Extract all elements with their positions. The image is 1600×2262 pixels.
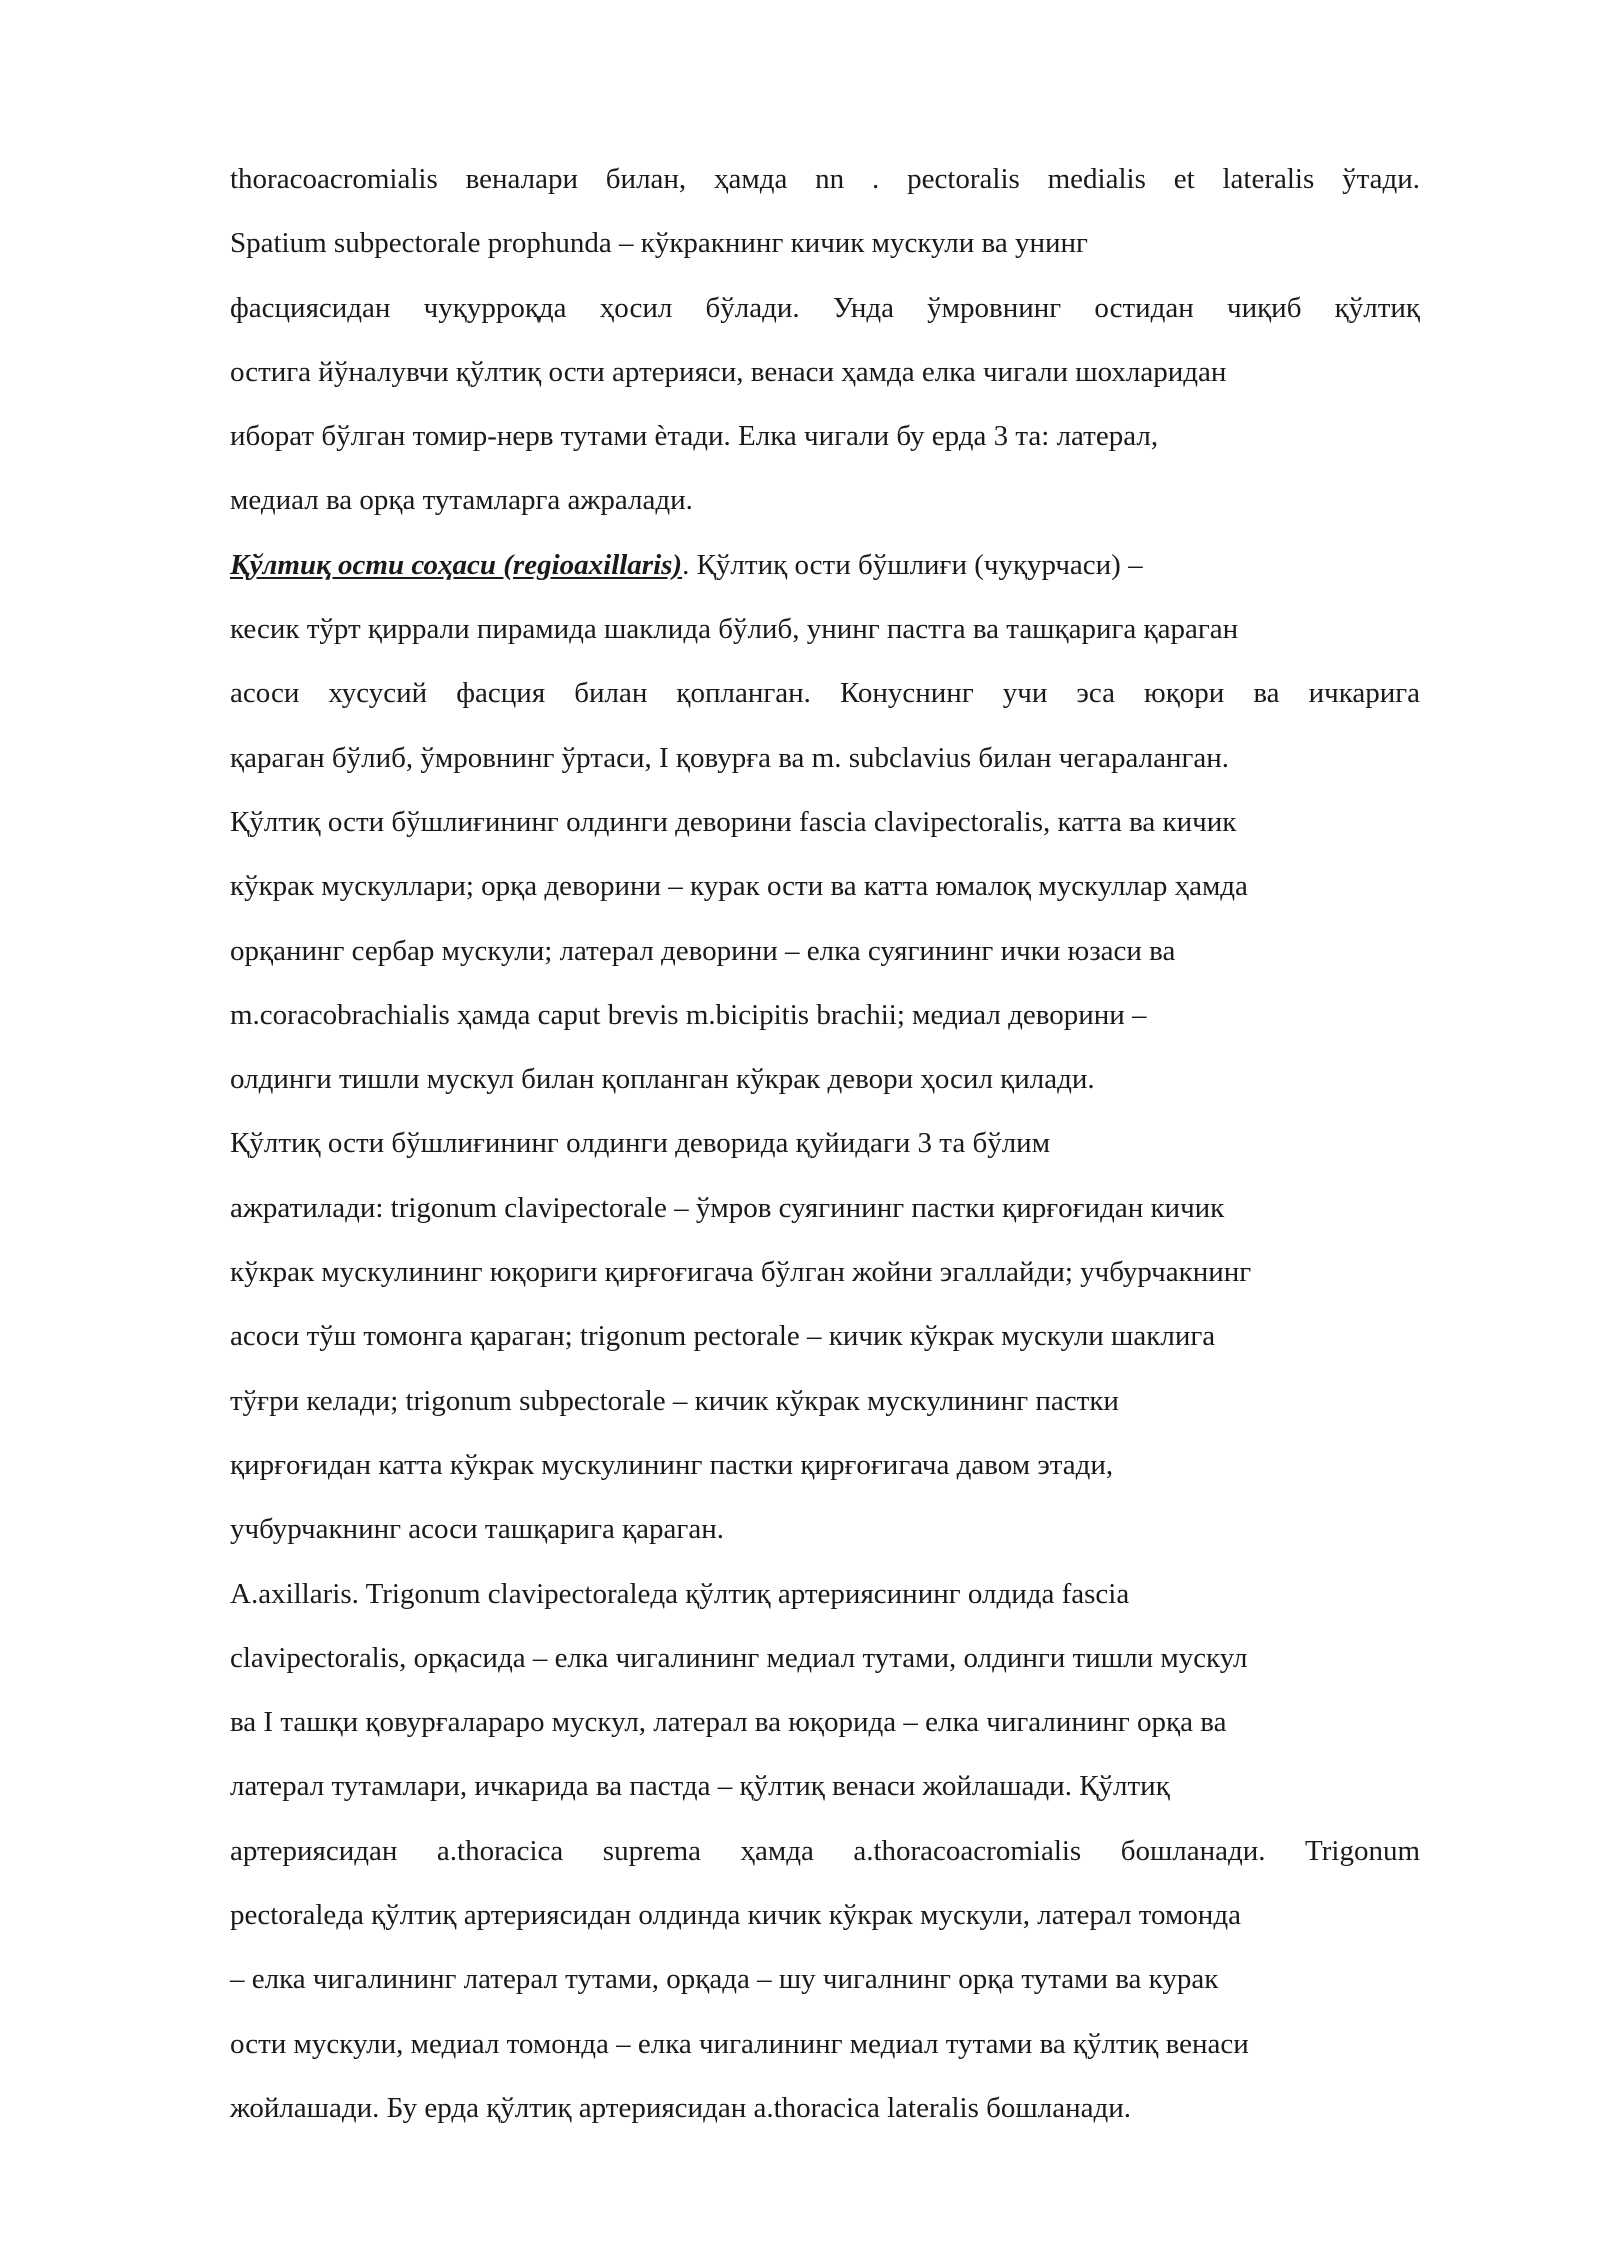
text-line: кесик тўрт қиррали пирамида шаклида бўлиб, унинг пастга ва ташқарига қараган — [230, 613, 1239, 646]
text-line: иборат бўлган томир-нерв тутами ѐтади. Елка чигали бу ерда 3 та: латерал, — [230, 420, 1159, 453]
text-line: медиал ва орқа тутамларга ажралади. — [230, 484, 693, 517]
paragraph-2 — [230, 533, 1420, 1112]
text-line: кўкрак мускуллари; орқа деворини – курак ости ва катта юмалоқ мускуллар ҳамда — [230, 870, 1248, 903]
paragraph-3 — [230, 1111, 1420, 1561]
text-line: Қўлтиқ ости бўшлиғининг олдинги деворида қуйидаги 3 та бўлим — [230, 1127, 1051, 1160]
text-line: – елка чигалининг латерал тутами, орқада – шу чигалнинг орқа тутами ва курак — [230, 1963, 1219, 1996]
text-line: ва I ташқи қовурғалараро мускул, латерал ва юқорида – елка чигалининг орқа ва — [230, 1706, 1227, 1739]
text-line: учбурчакнинг асоси ташқарига қараган. — [230, 1513, 724, 1546]
text-line: артериясидан a.thoracica suprema ҳамда a.thoracoacromialis бошланади. Trigonum — [230, 1834, 1420, 1867]
text-line: m.coracobrachialis ҳамда caput brevis m.bicipitis brachii; медиал деворини – — [230, 998, 1147, 1031]
text-line: асоси хусусий фасция билан қопланган. Конуснинг учи эса юқори ва ичкарига — [230, 677, 1420, 710]
section-heading-rest: . Қўлтиқ ости бўшлиғи (чуқурчаси) – — [682, 548, 1143, 581]
text-line: A.axillaris. Trigonum clavipectoraleда қўлтиқ артериясининг олдида fascia — [230, 1577, 1130, 1610]
text-line: тўғри келади; trigonum subpectorale – кичик кўкрак мускулининг пастки — [230, 1384, 1119, 1417]
paragraph-1 — [230, 147, 1420, 533]
section-heading-line — [230, 533, 1420, 597]
text-line: орқанинг сербар мускули; латерал деворини – елка суягининг ички юзаси ва — [230, 934, 1176, 967]
text-line: олдинги тишли мускул билан қопланган кўкрак девори ҳосил қилади. — [230, 1063, 1095, 1096]
text-column — [230, 147, 1420, 2140]
text-line: ости мускули, медиал томонда – елка чигалининг медиал тутами ва қўлтиқ венаси — [230, 2027, 1249, 2060]
text-line: қараган бўлиб, ўмровнинг ўртаси, I қовурға ва m. subclavius билан чегараланган. — [230, 741, 1230, 774]
text-line: Қўлтиқ ости бўшлиғининг олдинги деворини fascia clavipectoralis, катта ва кичик — [230, 805, 1237, 838]
text-line: латерал тутамлари, ичкарида ва пастда – қўлтиқ венаси жойлашади. Қўлтиқ — [230, 1770, 1170, 1803]
text-line: pectoraleда қўлтиқ артериясидан олдинда кичик кўкрак мускули, латерал томонда — [230, 1899, 1241, 1932]
text-line: қирғоғидан катта кўкрак мускулининг пастки қирғоғигача давом этади, — [230, 1448, 1114, 1481]
text-line: thoracoacromialis веналари билан, ҳамда nn . pectoralis medialis et lateralis ўтади. — [230, 163, 1420, 195]
text-line: clavipectoralis, орқасида – елка чигалининг медиал тутами, олдинги тишли мускул — [230, 1641, 1248, 1674]
text-line: ажратилади: trigonum clavipectorale – ўмров суягининг пастки қирғоғидан кичик — [230, 1191, 1225, 1224]
text-line: остига йўналувчи қўлтиқ ости артерияси, венаси ҳамда елка чигали шохларидан — [230, 355, 1227, 388]
text-line: жойлашади. Бу ерда қўлтиқ артериясидан a.thoracica lateralis бошланади. — [230, 2091, 1131, 2124]
section-heading-term: Қўлтиқ ости соҳаси (regioaxillaris) — [230, 548, 683, 581]
text-line: фасциясидан чуқурроқда ҳосил бўлади. Унда ўмровнинг остидан чиқиб қўлтиқ — [230, 291, 1420, 324]
text-line: асоси тўш томонга қараган; trigonum pectorale – кичик кўкрак мускули шаклига — [230, 1320, 1216, 1353]
text-line: Spatium subpectorale prophunda – кўкракнинг кичик мускули ва унинг — [230, 227, 1088, 260]
paragraph-4 — [230, 1562, 1420, 2141]
text-line: кўкрак мускулининг юқориги қирғоғигача бўлган жойни эгаллайди; учбурчакнинг — [230, 1256, 1252, 1289]
